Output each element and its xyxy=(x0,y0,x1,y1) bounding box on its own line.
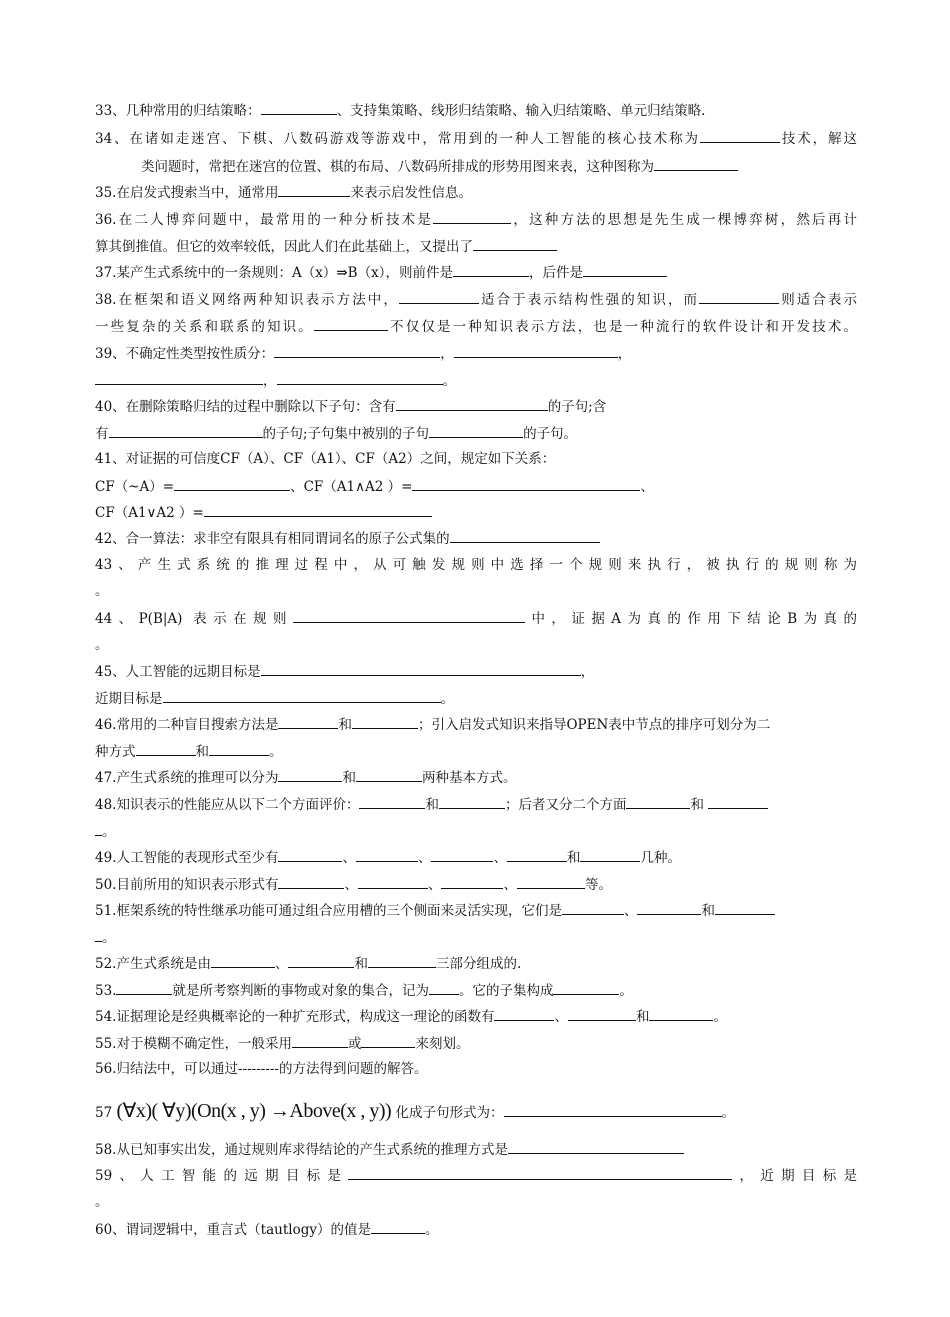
question-38-cont: 一些复杂的关系和联系的知识。 不仅仅是一种知识表示方法，也是一种流行的软件设计和开发技术。 xyxy=(95,319,858,335)
answer-blank[interactable] xyxy=(580,848,640,862)
answer-blank[interactable] xyxy=(431,848,493,862)
question-40: 40、在删除策略归结的过程中删除以下子句：含有 的子句;含 xyxy=(95,399,607,415)
answer-blank[interactable] xyxy=(95,928,102,942)
answer-blank[interactable] xyxy=(209,742,269,756)
answer-blank[interactable] xyxy=(359,795,425,809)
answer-blank[interactable] xyxy=(278,768,342,782)
question-59: 59、人工智能的远期目标是 ，近期目标是 xyxy=(95,1168,858,1184)
answer-blank[interactable] xyxy=(708,795,768,809)
question-35: 35.在启发式搜索当中，通常用 来表示启发性信息。 xyxy=(95,185,472,201)
answer-blank[interactable] xyxy=(277,371,443,385)
answer-blank[interactable] xyxy=(433,210,511,224)
answer-blank[interactable] xyxy=(454,344,618,358)
question-57: 57 (∀x)( ∀y)(On(x , y) →Above(x , y)) 化成子句形式为： 。 xyxy=(95,1100,736,1122)
answer-blank[interactable] xyxy=(314,317,388,331)
question-45: 45、人工智能的远期目标是 ， xyxy=(95,664,595,680)
answer-blank[interactable] xyxy=(568,1007,636,1021)
question-44: 44、P(B|A) 表示在规则 中，证据A为真的作用下结论B为真的 xyxy=(95,611,858,627)
answer-blank[interactable] xyxy=(358,875,428,889)
answer-blank[interactable] xyxy=(441,875,503,889)
question-43: 43、产生式系统的推理过程中，从可触发规则中选择一个规则来执行，被执行的规则称为 xyxy=(95,557,857,573)
question-39-cont: ， 。 xyxy=(95,371,857,390)
answer-blank[interactable] xyxy=(204,503,432,517)
question-37: 37.某产生式系统中的一条规则：A（x）⇒B（x），则前件是 ，后件是 xyxy=(95,263,857,282)
question-34: 34、在诸如走迷宫、下棋、八数码游戏等游戏中，常用到的一种人工智能的核心技术称为 技术，解这 xyxy=(95,131,858,147)
answer-blank[interactable] xyxy=(368,954,436,968)
question-56: 56.归结法中，可以通过---------的方法得到问题的解答。 xyxy=(95,1061,428,1077)
question-48-cont: 。 xyxy=(95,822,857,841)
answer-blank[interactable] xyxy=(261,662,581,676)
answer-blank[interactable] xyxy=(274,344,440,358)
answer-blank[interactable] xyxy=(352,715,418,729)
answer-blank[interactable] xyxy=(429,424,523,438)
answer-blank[interactable] xyxy=(293,609,525,623)
answer-blank[interactable] xyxy=(174,477,290,491)
answer-blank[interactable] xyxy=(508,1140,684,1154)
question-59-cont: 。 xyxy=(95,1194,109,1210)
question-55: 55.对于模糊不确定性，一般采用 或 来刻划。 xyxy=(95,1036,470,1052)
answer-blank[interactable] xyxy=(553,981,619,995)
question-48: 48.知识表示的性能应从以下二个方面评价： 和 ；后者又分二个方面 和 xyxy=(95,795,857,814)
answer-blank[interactable] xyxy=(429,981,459,995)
answer-blank[interactable] xyxy=(439,795,505,809)
answer-blank[interactable] xyxy=(649,1007,713,1021)
answer-blank[interactable] xyxy=(517,875,585,889)
question-46-cont: 种方式 和 。 xyxy=(95,744,283,760)
answer-blank[interactable] xyxy=(700,129,780,143)
answer-blank[interactable] xyxy=(348,1166,732,1180)
answer-blank[interactable] xyxy=(163,689,441,703)
answer-blank[interactable] xyxy=(356,768,422,782)
answer-blank[interactable] xyxy=(583,263,667,277)
question-42: 42、合一算法：求非空有限具有相同谓词名的原子公式集的 xyxy=(95,529,857,548)
question-50: 50.目前所用的知识表示形式有 、 、 、 等。 xyxy=(95,877,612,893)
answer-blank[interactable] xyxy=(715,901,775,915)
question-47: 47.产生式系统的推理可以分为 和 两种基本方式。 xyxy=(95,770,517,786)
answer-blank[interactable] xyxy=(292,1034,348,1048)
answer-blank[interactable] xyxy=(288,954,354,968)
answer-blank[interactable] xyxy=(654,157,738,171)
question-51-cont: 。 xyxy=(95,928,857,947)
answer-blank[interactable] xyxy=(453,263,529,277)
logic-formula: (∀x)( ∀y)(On(x , y) →Above(x , y)) xyxy=(116,1100,392,1122)
question-40-cont: 有 的子句;子句集中被别的子句 的子句。 xyxy=(95,426,578,442)
question-60: 60、谓词逻辑中，重言式（tautlogy）的值是 。 xyxy=(95,1222,439,1238)
answer-blank[interactable] xyxy=(278,715,338,729)
answer-blank[interactable] xyxy=(278,183,350,197)
question-49: 49.人工智能的表现形式至少有 、 、 、 和 几种。 xyxy=(95,850,681,866)
answer-blank[interactable] xyxy=(261,101,337,115)
question-54: 54.证据理论是经典概率论的一种扩充形式，构成这一理论的函数有 、 和 。 xyxy=(95,1009,727,1025)
answer-blank[interactable] xyxy=(473,237,557,251)
question-43-cont: 。 xyxy=(95,583,109,599)
answer-blank[interactable] xyxy=(136,742,196,756)
question-34-cont: 类问题时，常把在迷宫的位置、棋的布局、八数码所排成的形势用图来表，这种图称为 xyxy=(141,157,903,176)
question-39: 39、不确定性类型按性质分： ， ， xyxy=(95,346,632,362)
answer-blank[interactable] xyxy=(626,795,690,809)
answer-blank[interactable] xyxy=(95,371,263,385)
question-41: 41、对证据的可信度CF（A）、CF（A1）、CF（A2）之间，规定如下关系： xyxy=(95,451,556,467)
answer-blank[interactable] xyxy=(412,477,640,491)
question-38: 38.在框架和语义网络两种知识表示方法中， 适合于表示结构性强的知识，而 则适合表示 xyxy=(95,292,858,308)
question-41-cf-or: CF（A1∨A2 ）= xyxy=(95,503,857,522)
answer-blank[interactable] xyxy=(278,875,344,889)
answer-blank[interactable] xyxy=(371,1220,425,1234)
question-51: 51.框架系统的特性继承功能可通过组合应用槽的三个侧面来灵活实现，它们是 、 和 xyxy=(95,901,857,920)
question-36: 36.在二人博弈问题中，最常用的一种分析技术是 ，这种方法的思想是先生成一棵博弈树，然后再计 xyxy=(95,212,857,228)
answer-blank[interactable] xyxy=(507,848,567,862)
answer-blank[interactable] xyxy=(699,290,779,304)
answer-blank[interactable] xyxy=(399,290,479,304)
answer-blank[interactable] xyxy=(211,954,275,968)
question-45-cont: 近期目标是 。 xyxy=(95,691,454,707)
implies-symbol: ⇒ xyxy=(336,265,348,281)
question-36-cont: 算其倒推值。但它的效率较低，因此人们在此基础上，又提出了 xyxy=(95,237,857,256)
question-53: 53. 就是所考察判断的事物或对象的集合，记为 。它的子集构成 。 xyxy=(95,983,633,999)
answer-blank[interactable] xyxy=(356,848,418,862)
question-46: 46.常用的二种盲目搜索方法是 和 ；引入启发式知识来指导OPEN表中节点的排序可划分为二 xyxy=(95,717,771,733)
answer-blank[interactable] xyxy=(562,901,624,915)
answer-blank[interactable] xyxy=(278,848,342,862)
answer-blank[interactable] xyxy=(396,397,548,411)
question-44-cont: 。 xyxy=(95,637,109,653)
answer-blank[interactable] xyxy=(504,1103,722,1117)
answer-blank[interactable] xyxy=(450,529,600,543)
question-41-cf-not-a: CF（~A）= 、CF（A1∧A2 ）= 、 xyxy=(95,479,654,495)
answer-blank[interactable] xyxy=(95,822,102,836)
answer-blank[interactable] xyxy=(637,901,701,915)
question-58: 58.从已知事实出发，通过规则库求得结论的产生式系统的推理方式是 xyxy=(95,1140,857,1159)
question-33: 33、几种常用的归结策略： 、支持集策略、线形归结策略、输入归结策略、单元归结策略. xyxy=(95,103,706,119)
answer-blank[interactable] xyxy=(494,1007,554,1021)
question-52: 52.产生式系统是由 、 和 三部分组成的. xyxy=(95,956,522,972)
answer-blank[interactable] xyxy=(361,1034,415,1048)
answer-blank[interactable] xyxy=(109,424,263,438)
answer-blank[interactable] xyxy=(116,981,172,995)
